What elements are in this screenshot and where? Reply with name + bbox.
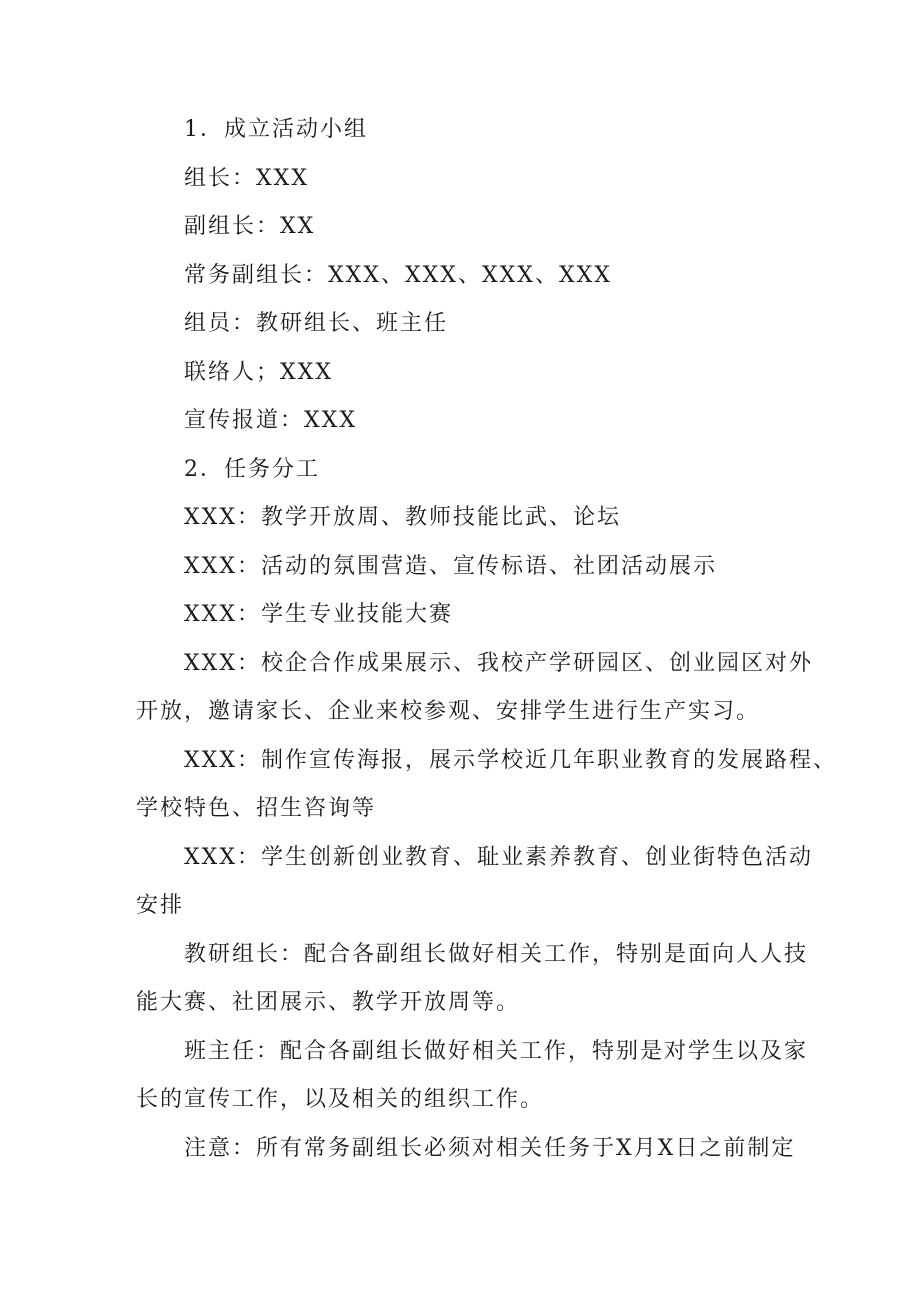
task5-line2: 学校特色、招生咨询等	[136, 796, 377, 821]
section1-heading: 1．成立活动小组	[184, 117, 368, 142]
task4-line2: 开放，邀请家长、企业来校参观、安排学生进行生产实习。	[136, 699, 761, 724]
note-line1: 注意：所有常务副组长必须对相关任务于X月X日之前制定	[184, 1136, 796, 1161]
task8-line1: 班主任：配合各副组长做好相关工作，特别是对学生以及家	[184, 1039, 809, 1064]
section2-heading: 2．任务分工	[184, 457, 320, 482]
task1-line: XXX：教学开放周、教师技能比武、论坛	[184, 505, 621, 530]
deputy-leader-line: 副组长：XX	[184, 214, 316, 239]
task3-line: XXX：学生专业技能大赛	[184, 602, 453, 627]
task8-line2: 长的宣传工作，以及相关的组织工作。	[136, 1087, 545, 1112]
members-line: 组员：教研组长、班主任	[184, 311, 449, 336]
publicity-line: 宣传报道：XXX	[184, 408, 357, 433]
task6-line1: XXX：学生创新创业教育、耻业素养教育、创业街特色活动	[184, 845, 813, 870]
task7-line2: 能大赛、社团展示、教学开放周等。	[136, 990, 521, 1015]
task7-line1: 教研组长：配合各副组长做好相关工作，特别是面向人人技	[184, 942, 809, 967]
leader-line: 组长：XXX	[184, 166, 309, 191]
contact-line: 联络人；XXX	[184, 360, 333, 385]
task2-line: XXX：活动的氛围营造、宣传标语、社团活动展示	[184, 554, 717, 579]
task6-line2: 安排	[136, 893, 185, 918]
task4-line1: XXX：校企合作成果展示、我校产学研园区、创业园区对外	[184, 651, 813, 676]
task5-line1: XXX：制作宣传海报，展示学校近几年职业教育的发展路程、	[184, 748, 837, 773]
executive-deputies-line: 常务副组长：XXX、XXX、XXX、XXX	[184, 263, 612, 288]
